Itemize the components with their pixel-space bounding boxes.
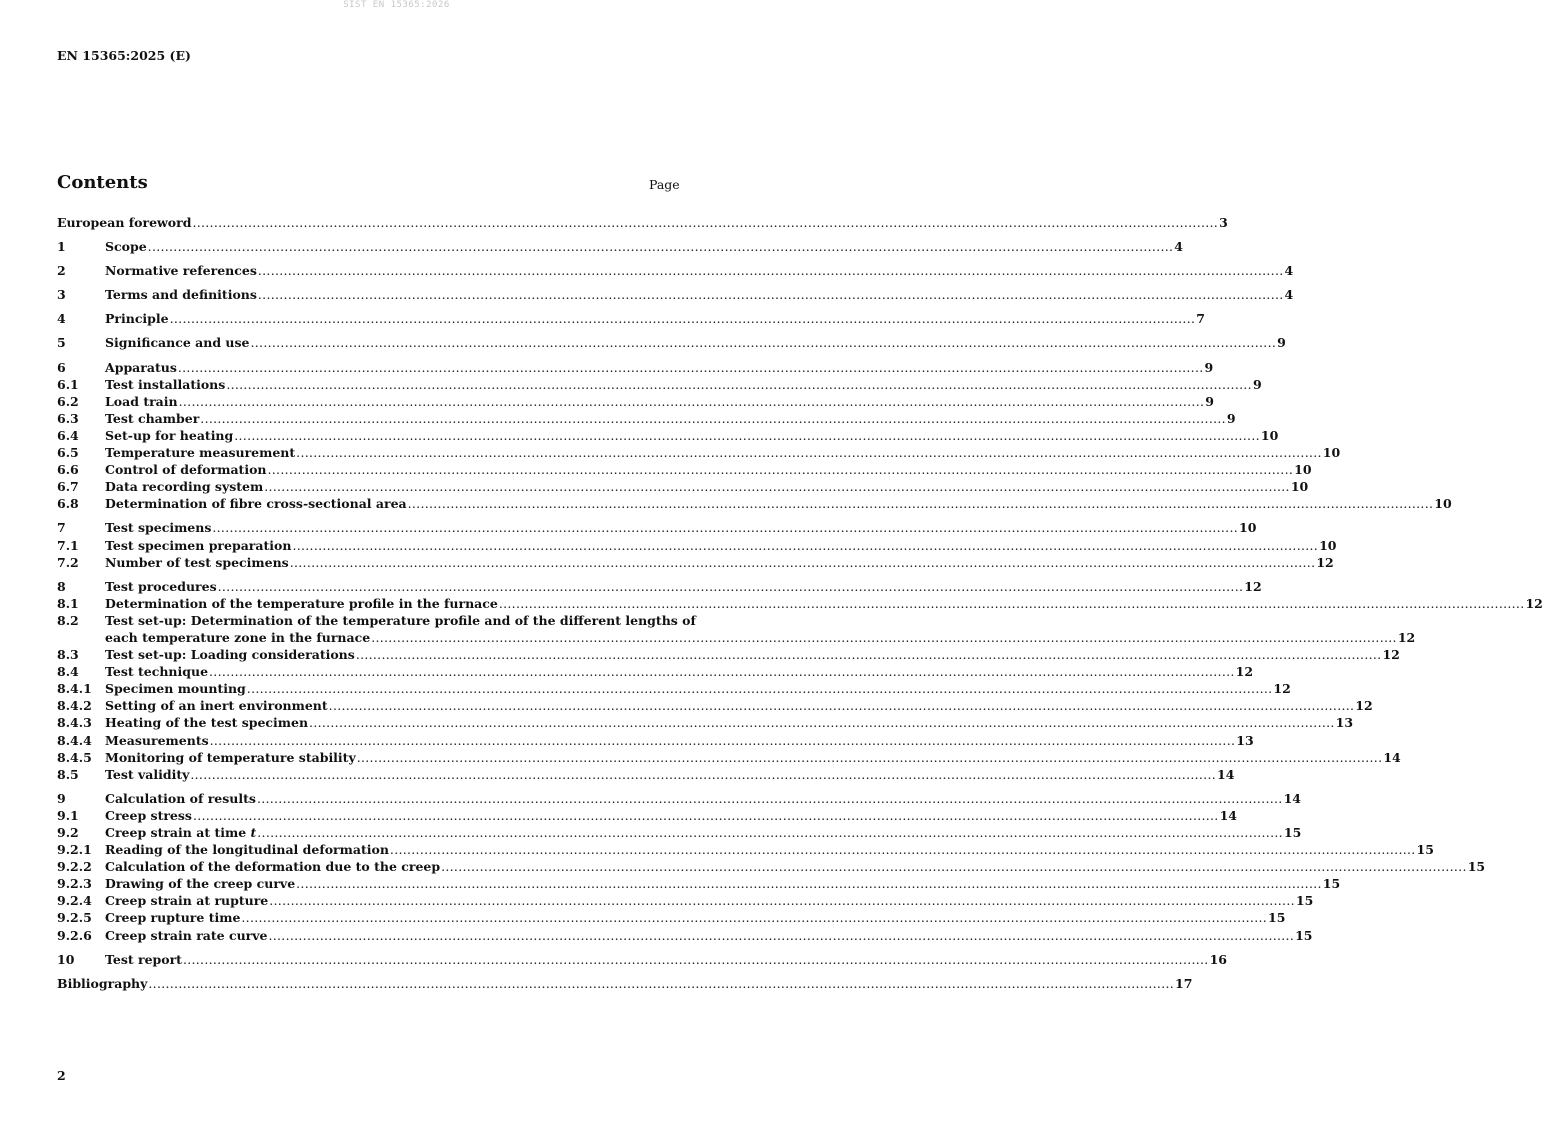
toc-entry-number: 3 <box>57 287 66 303</box>
watermark: SIST EN 15365:2026 <box>343 0 450 10</box>
toc-entry-number: 7 <box>57 520 66 536</box>
toc-entry-page: 15 <box>1416 842 1434 858</box>
toc-entry-page: 15 <box>1467 859 1486 875</box>
toc-entry-6-1[interactable] <box>57 376 1262 393</box>
toc-entry-title: Data recording system <box>105 479 264 495</box>
toc-entry-page: 14 <box>1217 766 1235 782</box>
toc-entry-title: Creep rupture time <box>105 910 241 926</box>
toc-entry-page: 15 <box>1268 910 1286 926</box>
toc-entry-page: 10 <box>1434 496 1452 512</box>
toc-entry-title: Creep strain rate curve <box>105 927 268 943</box>
toc-entry-page: 15 <box>1295 927 1313 943</box>
toc-group-10 <box>57 951 1227 968</box>
toc-entry-number: 8.5 <box>57 766 79 782</box>
toc-entry-title: Test specimen preparation <box>105 537 292 553</box>
page-column-label: Page <box>649 177 680 192</box>
toc-entry-2[interactable] <box>57 262 1294 279</box>
toc-entry-number: 6.8 <box>57 496 79 512</box>
toc-entry-page: 9 <box>1252 376 1262 392</box>
toc-entry-title: Determination of fibre cross-sectional area <box>105 496 407 512</box>
toc-entry-6-5[interactable] <box>57 444 1341 461</box>
toc-entry-page: 12 <box>1244 578 1262 594</box>
toc-entry-title: Test installations <box>105 376 226 392</box>
toc-entry-8-1[interactable] <box>57 595 1543 612</box>
toc-entry-title: Temperature measurement <box>105 445 296 461</box>
toc-entry-title: Calculation of results <box>105 790 256 806</box>
toc-entry-number: 9.2.3 <box>57 876 92 892</box>
toc-entry-title: Principle <box>105 311 169 327</box>
toc-entry-8-2[interactable] <box>57 612 1416 646</box>
toc-entry-title-line1: Test set-up: Determination of the temperature profile and of the different lengths of <box>105 612 696 628</box>
toc-entry-page: 15 <box>1322 876 1341 892</box>
toc-entry-title: Measurements <box>105 732 209 748</box>
toc-entry-number: 1 <box>57 239 66 255</box>
toc-entry-page: 10 <box>1322 445 1341 461</box>
toc-entry-page: 4 <box>1284 287 1294 303</box>
toc-entry-number: 8.4.1 <box>57 681 92 697</box>
toc-entry-title: European foreword <box>57 215 192 230</box>
toc-group-9 <box>57 790 1486 944</box>
toc-entry-9-2-4[interactable] <box>57 892 1314 909</box>
toc-entry-number: 8.4.2 <box>57 698 92 714</box>
toc-entry-title: Test report <box>105 951 182 967</box>
toc-entry-title: Calculation of the deformation due to the creep <box>105 859 441 875</box>
toc-entry-title: Set-up for heating <box>105 427 234 443</box>
toc-entry-9-2[interactable] <box>57 824 1302 841</box>
toc-group-5 <box>57 334 1286 351</box>
toc-entry-page: 10 <box>1260 427 1279 443</box>
toc-entry-title: Reading of the longitudinal deformation <box>105 842 389 858</box>
page-number: 2 <box>57 1068 66 1083</box>
toc-entry-page: 13 <box>1236 732 1254 748</box>
document-id: EN 15365:2025 (E) <box>57 48 191 63</box>
toc-entry-6-6[interactable] <box>57 461 1312 478</box>
toc-entry-9-2-3[interactable] <box>57 875 1341 892</box>
toc-entry-number: 8.4.3 <box>57 715 92 731</box>
toc-entry-title-line2: each temperature zone in the furnace <box>105 629 371 645</box>
toc-entry-title: Determination of the temperature profile in the furnace <box>105 595 498 611</box>
toc-entry-number: 2 <box>57 263 66 279</box>
toc-entry-title: Test set-up: Loading considerations <box>105 647 355 663</box>
toc-entry-title-variable: t <box>250 825 257 840</box>
toc-entry-title: Scope <box>105 239 147 255</box>
toc-entry-page: 12 <box>1525 595 1543 611</box>
toc-entry-number: 6.2 <box>57 393 79 409</box>
toc-entry-number: 9.1 <box>57 807 79 823</box>
toc-entry-page: 14 <box>1383 749 1401 765</box>
toc-entry-number: 8.4.4 <box>57 732 92 748</box>
toc-entry-title: Heating of the test specimen <box>105 715 309 731</box>
toc-entry-number: 8.4 <box>57 664 79 680</box>
toc-entry-8-4-1[interactable] <box>57 680 1291 697</box>
toc-entry-6-8[interactable] <box>57 495 1452 512</box>
toc-group-7 <box>57 519 1337 570</box>
toc-entry-number: 4 <box>57 311 66 327</box>
toc-group-8 <box>57 578 1543 783</box>
toc-entry-number: 6.3 <box>57 410 79 426</box>
toc-entry-8[interactable] <box>57 578 1262 595</box>
toc-entry-title: Normative references <box>105 263 257 279</box>
toc-entry-6-2[interactable] <box>57 393 1214 410</box>
toc-entry-title: Load train <box>105 393 178 409</box>
toc-entry-1[interactable] <box>57 238 1183 255</box>
table-of-contents <box>57 214 1543 999</box>
toc-group-4 <box>57 310 1205 327</box>
toc-entry-page: 9 <box>1204 359 1214 375</box>
toc-entry-9-2-6[interactable] <box>57 927 1313 944</box>
toc-group-bibliography <box>57 975 1193 992</box>
toc-group-1 <box>57 238 1183 255</box>
toc-entry-title: Test procedures <box>105 578 217 594</box>
toc-entry-page: 4 <box>1284 263 1294 279</box>
toc-entry-foreword[interactable] <box>57 214 1228 231</box>
toc-entry-page: 10 <box>1290 479 1309 495</box>
toc-entry-page: 13 <box>1335 715 1354 731</box>
toc-entry-8-4-3[interactable] <box>57 714 1354 731</box>
toc-entry-6[interactable] <box>57 359 1214 376</box>
toc-entry-number: 8 <box>57 578 66 594</box>
toc-entry-title: Setting of an inert environment <box>105 698 328 714</box>
toc-entry-8-3[interactable] <box>57 646 1400 663</box>
toc-entry-number: 6.5 <box>57 445 79 461</box>
toc-entry-title: Monitoring of temperature stability <box>105 749 356 765</box>
toc-entry-title: Number of test specimens <box>105 554 289 570</box>
toc-entry-7-1[interactable] <box>57 537 1337 554</box>
toc-entry-number: 8.1 <box>57 595 79 611</box>
toc-entry-page: 12 <box>1316 554 1334 570</box>
toc-group-3 <box>57 286 1294 303</box>
toc-entry-8-4[interactable] <box>57 663 1254 680</box>
toc-entry-page: 10 <box>1319 537 1337 553</box>
toc-entry-8-4-2[interactable] <box>57 697 1373 714</box>
toc-entry-5[interactable] <box>57 334 1286 351</box>
toc-entry-page: 15 <box>1295 893 1314 909</box>
toc-group-2 <box>57 262 1294 279</box>
toc-entry-title: Drawing of the creep curve <box>105 876 296 892</box>
toc-entry-page: 12 <box>1382 647 1400 663</box>
toc-entry-title: Creep strain at rupture <box>105 893 269 909</box>
toc-entry-6-4[interactable] <box>57 427 1279 444</box>
toc-entry-page: 12 <box>1397 629 1416 645</box>
toc-entry-page: 3 <box>1219 215 1228 230</box>
toc-entry-number: 5 <box>57 335 66 351</box>
toc-entry-3[interactable] <box>57 286 1294 303</box>
toc-entry-title: Creep stress <box>105 807 192 823</box>
toc-entry-page: 12 <box>1355 698 1373 714</box>
toc-entry-page: 12 <box>1235 664 1254 680</box>
toc-entry-number: 9 <box>57 790 66 806</box>
toc-entry-page: 12 <box>1273 681 1291 697</box>
toc-entry-page: 9 <box>1277 335 1286 351</box>
toc-entry-number: 6.7 <box>57 479 79 495</box>
toc-entry-title: Test chamber <box>105 410 200 426</box>
toc-entry-number: 10 <box>57 951 75 967</box>
contents-title: Contents <box>57 172 148 193</box>
toc-entry-number: 9.2.5 <box>57 910 92 926</box>
toc-entry-9-2-5[interactable] <box>57 909 1286 926</box>
toc-entry-number: 6.4 <box>57 427 79 443</box>
toc-entry-number: 8.3 <box>57 647 79 663</box>
toc-entry-6-3[interactable] <box>57 410 1236 427</box>
toc-entry-page: 14 <box>1283 790 1301 806</box>
toc-entry-number: 8.4.5 <box>57 749 92 765</box>
toc-entry-9-2-2[interactable] <box>57 858 1486 875</box>
toc-entry-page: 17 <box>1175 975 1193 991</box>
toc-entry-6-7[interactable] <box>57 478 1309 495</box>
toc-entry-title: Significance and use <box>105 335 250 351</box>
toc-entry-page: 16 <box>1209 951 1227 967</box>
toc-entry-number: 9.2.4 <box>57 893 92 909</box>
toc-entry-title: Apparatus <box>105 359 177 375</box>
toc-entry-7-2[interactable] <box>57 554 1334 571</box>
toc-entry-title: Test validity <box>105 766 190 782</box>
toc-entry-number: 9.2 <box>57 825 79 840</box>
toc-entry-page: 9 <box>1205 393 1214 409</box>
toc-entry-page: 14 <box>1219 807 1237 823</box>
toc-group-6 <box>57 359 1452 513</box>
toc-entry-8-4-4[interactable] <box>57 732 1254 749</box>
toc-entry-8-4-5[interactable] <box>57 749 1401 766</box>
toc-entry-bibliography[interactable] <box>57 975 1193 992</box>
toc-entry-number: 8.2 <box>57 612 79 628</box>
toc-entry-page: 10 <box>1239 520 1257 536</box>
toc-group-foreword <box>57 214 1228 231</box>
toc-entry-page: 15 <box>1283 825 1302 840</box>
toc-entry-page: 7 <box>1196 311 1205 327</box>
toc-entry-number: 9.2.1 <box>57 842 92 858</box>
toc-entry-number: 9.2.6 <box>57 927 92 943</box>
toc-entry-9-2-1[interactable] <box>57 841 1434 858</box>
toc-entry-page: 10 <box>1294 462 1312 478</box>
toc-entry-title: Terms and definitions <box>105 287 257 303</box>
toc-entry-title: Specimen mounting <box>105 681 246 697</box>
toc-entry-title: Bibliography <box>57 975 148 991</box>
toc-entry-number: 7.1 <box>57 537 79 553</box>
toc-entry-number: 7.2 <box>57 554 79 570</box>
toc-entry-page: 4 <box>1174 239 1183 255</box>
toc-entry-title: Control of deformation <box>105 462 267 478</box>
toc-entry-number: 6 <box>57 359 66 375</box>
toc-entry-page: 9 <box>1226 410 1236 426</box>
toc-entry-7[interactable] <box>57 519 1257 536</box>
toc-entry-title: Creep strain at time t <box>105 825 257 840</box>
toc-entry-8-5[interactable] <box>57 766 1235 783</box>
toc-entry-title: Test specimens <box>105 520 212 536</box>
toc-entry-number: 6.1 <box>57 376 79 392</box>
toc-entry-10[interactable] <box>57 951 1227 968</box>
toc-entry-9-1[interactable] <box>57 807 1237 824</box>
toc-entry-number: 9.2.2 <box>57 859 92 875</box>
toc-entry-number: 6.6 <box>57 462 79 478</box>
toc-entry-9[interactable] <box>57 790 1301 807</box>
toc-entry-4[interactable] <box>57 310 1205 327</box>
toc-entry-title: Test technique <box>105 664 209 680</box>
